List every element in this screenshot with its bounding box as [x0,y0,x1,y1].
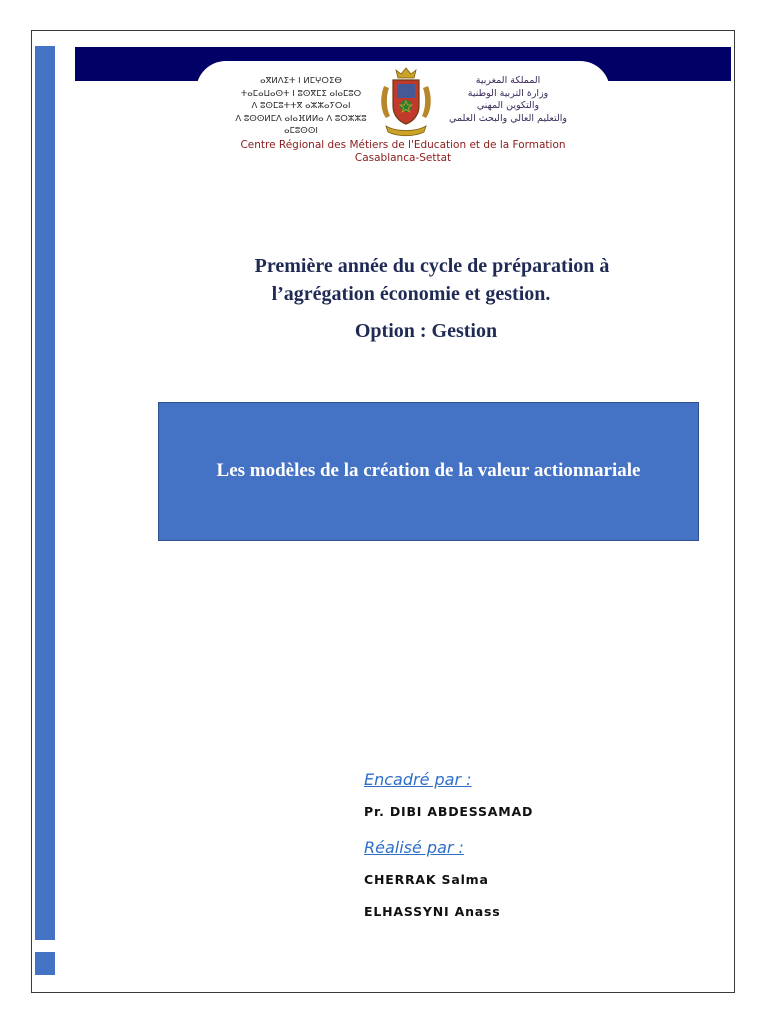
institution-name-line: Centre Régional des Métiers de l'Education et de la Formation [240,139,566,151]
tifinagh-line: ⵜⴰⵎⴰⵡⴰⵙⵜ ⵏ ⵓⵙⴳⵎⵉ ⴰⵏⴰⵎⵓⵔ [240,88,362,99]
title-line-1: Première année du cycle de préparation à [254,255,610,277]
tifinagh-line: ⴷ ⵓⵙⵙⵍⵎⴷ ⴰⵏⴰⴼⵍⵍⴰ ⴷ ⵓⵔⵣⵣⵓ ⴰⵎⵓⵙⵙⵏ [235,113,367,136]
credits-section [364,768,694,922]
cover-titles [160,252,692,345]
institution-name [228,139,578,164]
made-by-heading: Réalisé par : [364,838,464,857]
arabic-line: والتكوين المهني [476,100,540,111]
tifinagh-line: ⴰⴳⵍⴷⵉⵜ ⵏ ⵍⵎⵖⵔⵉⴱ [260,76,342,86]
arabic-line: والتعليم العالي والبحث العلمي [449,112,567,124]
left-accent-square [35,952,55,975]
logo-tifinagh-text [228,75,374,138]
institution-city: Casablanca-Settat [354,151,452,164]
arabic-line: المملكة المغربية [475,75,541,86]
subject-box [158,402,699,541]
logo-arabic-text [438,75,578,125]
royal-emblem-icon [378,66,434,138]
author-name: ELHASSYNI Anass [364,904,501,919]
supervisor-name: Pr. DIBI ABDESSAMAD [364,804,534,819]
subject-title: Les modèles de la création de la valeur actionnariale [216,459,641,481]
left-accent-bar [35,46,55,940]
tifinagh-line: ⴷ ⵓⵙⵎⵓⵜⵜⴳ ⴰⵣⵣⴰⵢⵔⴰⵏ [251,101,351,111]
title-line-2: l’agrégation économie et gestion. [271,283,551,305]
author-name: CHERRAK Salma [364,872,489,887]
supervised-by-heading: Encadré par : [364,770,472,789]
arabic-line: وزارة التربية الوطنية [467,87,549,99]
option-title: Option : Gestion [354,320,498,342]
